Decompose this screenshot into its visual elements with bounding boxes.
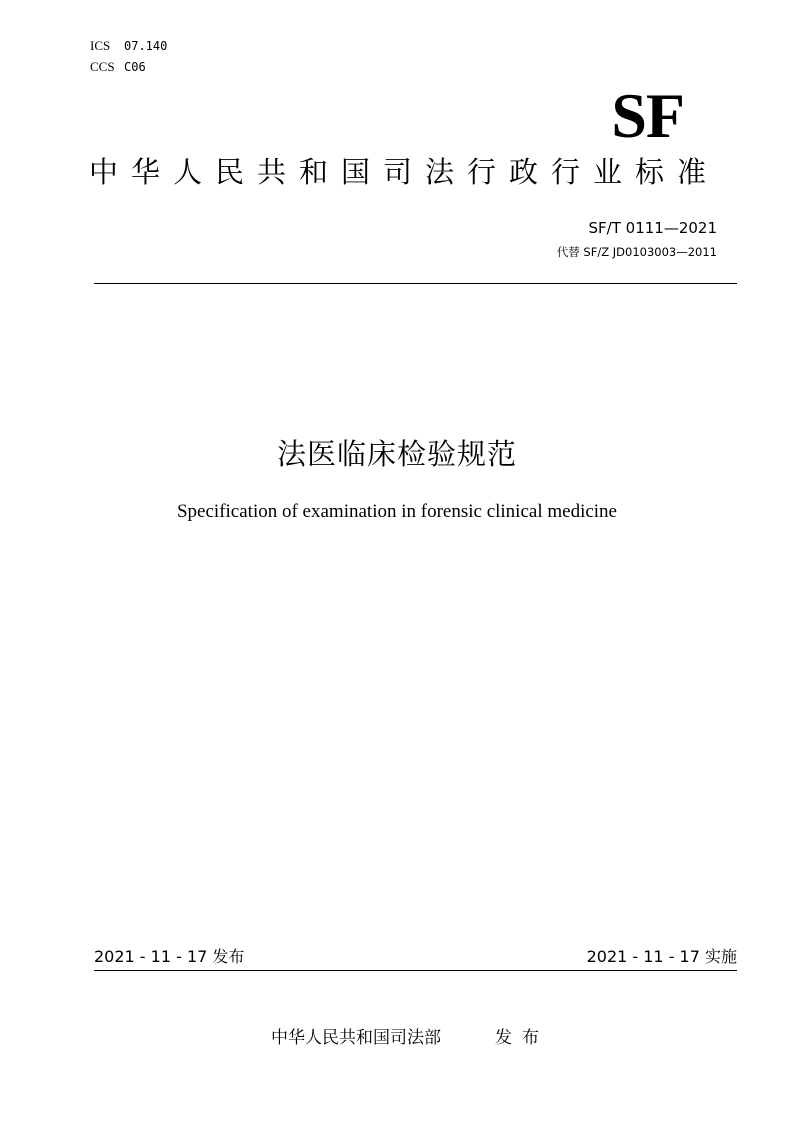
document-title-cn: 法医临床检验规范 — [276, 437, 517, 471]
issuing-authority: 中华人民共和国司法部 — [271, 1028, 441, 1048]
sf-logo: SF — [611, 80, 684, 151]
standard-category-title: 中华人民共和国司法行政行业标准 — [89, 155, 720, 189]
document-title-en: Specification of examination in forensic clinical medicine — [176, 501, 617, 522]
ccs-label: CCS — [90, 59, 115, 74]
standard-number: SF/T 0111—2021 — [588, 219, 717, 237]
replaces-standard: 代替 SF/Z JD0103003—2011 — [556, 245, 717, 259]
ccs-line — [90, 59, 146, 75]
footer-divider — [94, 970, 737, 971]
ics-label: ICS — [90, 38, 111, 53]
release-date: 2021 - 11 - 17 发布 — [94, 947, 245, 966]
implementation-date: 2021 - 11 - 17 实施 — [586, 947, 737, 966]
issue-statement: 发布 — [495, 1028, 549, 1048]
ics-code: 07.140 — [124, 39, 168, 53]
ics-line — [90, 38, 167, 54]
ccs-code: C06 — [124, 60, 146, 74]
header-divider — [94, 283, 737, 284]
